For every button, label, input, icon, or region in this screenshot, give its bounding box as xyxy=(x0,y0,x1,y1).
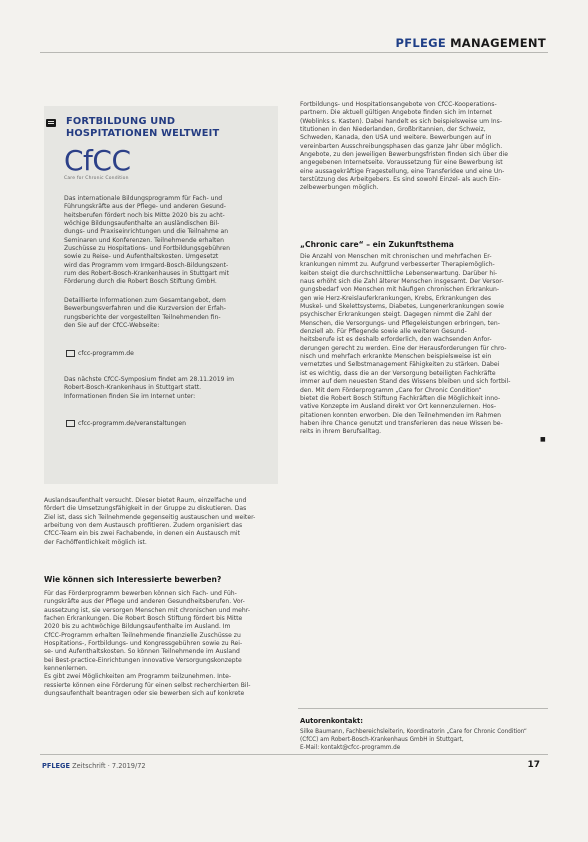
text-line: keiten steigt die durchschnittliche Lebenserwartung. Darüber hi- xyxy=(300,269,498,277)
text-line: den Sie auf der CfCC-Webseite: xyxy=(64,322,160,330)
text-line: Silke Baumann, Fachbereichsleiterin, Koordinatorin „Care for Chronic Condition“ xyxy=(300,729,527,735)
text-line: nisch und mehrfach erkrankte Menschen beispielsweise ist ein xyxy=(300,353,492,361)
text-line: angegebenen Internetseite. Voraussetzung für eine Bewerbung ist xyxy=(300,159,503,167)
text-line: 2020 bis zu achtwöchige Bildungsaufenthalte im Ausland. Im xyxy=(44,623,231,631)
footer-publication xyxy=(42,762,146,770)
text-line: partnern. Die aktuell gültigen Angebote finden sich im Internet xyxy=(300,109,493,117)
monitor-icon xyxy=(66,350,75,357)
text-line: (Weblinks s. Kasten). Dabei handelt es sich beispielsweise um Ins- xyxy=(300,117,503,125)
header-rule xyxy=(40,52,548,53)
text-line: krankungen nimmt zu. Aufgrund verbesserter Therapiemöglich- xyxy=(300,261,495,269)
text-line: (CfCC) am Robert-Bosch-Krankenhaus GmbH in Stuttgart, xyxy=(300,736,464,743)
text-line: fachen Erkrankungen. Die Robert Bosch Stiftung fördert bis Mitte xyxy=(44,615,243,623)
text-line: gungsbedarf von Menschen mit häufigen chronischen Erkrankun- xyxy=(300,286,500,294)
subheading-chronic-care: „Chronic care“ – ein Zukunftsthema xyxy=(300,240,454,249)
text-line: vative Konzepte im Ausland direkt vor Ort kennenzulernen. Hos- xyxy=(300,403,497,411)
text-line: gen wie Herz-Kreislauferkrankungen, Krebs, Erkrankungen des xyxy=(300,294,492,302)
info-box-paragraph xyxy=(64,297,276,330)
info-box-paragraph xyxy=(64,376,276,401)
cfcc-logo-mark: CfCC xyxy=(64,144,131,177)
text-line: bei Best-practice-Einrichtungen innovative Versorgungskonzepte xyxy=(44,656,242,664)
text-line: psychischer Erkrankungen steigt. Dagegen nimmt die Zahl der xyxy=(300,311,492,319)
left-column-text xyxy=(44,497,276,547)
text-line: naus erhöht sich die Zahl älterer Menschen insgesamt. Der Versor- xyxy=(300,278,504,286)
footer-brand: PFLEGE xyxy=(42,762,70,770)
text-line: zelbewerbungen möglich. xyxy=(300,184,379,192)
text-line: heitsberufe ist es deshalb erforderlich, den wachsenden Anfor- xyxy=(300,336,492,344)
info-box-paragraph xyxy=(64,195,276,287)
footer-rule xyxy=(40,754,548,755)
text-line: wird das Programm vom Irmgard-Bosch-Bildungszent- xyxy=(64,261,229,269)
text-line: Seminaren und Konferenzen. Teilnehmende erhalten xyxy=(64,236,224,244)
text-line: eine aussagekräftige Fragestellung, eine Transferidee und eine Un- xyxy=(300,167,505,175)
info-box-title-line2: HOSPITATIONEN WELTWEIT xyxy=(66,128,220,139)
text-line: immer auf dem neuesten Stand des Wissens bleiben und sich fortbil- xyxy=(300,378,511,386)
text-line: Muskel- und Skelettsystems, Diabetes, Lungenerkrankungen sowie xyxy=(300,303,505,311)
article-end-mark: ■ xyxy=(540,436,546,443)
cfcc-website-link[interactable] xyxy=(66,350,134,357)
text-line: Ziel ist, dass sich Teilnehmende gegenseitig austauschen und weiter- xyxy=(44,513,256,521)
section-header-rest: MANAGEMENT xyxy=(450,36,546,50)
text-line: dungs- und Praxiseinrichtungen und die Teilnahme an xyxy=(64,228,229,236)
text-line: aussetzung ist, sie versorgen Menschen mit chronischen und mehr- xyxy=(44,606,251,614)
text-line: Es gibt zwei Möglichkeiten am Programm teilzunehmen. Inte- xyxy=(44,673,232,681)
link-text[interactable]: cfcc-programm.de xyxy=(78,350,134,357)
speech-bubble-icon xyxy=(46,119,56,127)
text-line: Für das Förderprogramm bewerben können sich Fach- und Füh- xyxy=(44,590,237,597)
text-line: reits in ihrem Berufsalltag. xyxy=(300,428,382,436)
text-line: Das internationale Bildungsprogramm für Fach- und xyxy=(64,195,223,202)
text-line: Zuschüsse zu Hospitations- und Fortbildungsgebühren xyxy=(64,245,230,253)
page-number: 17 xyxy=(527,760,540,770)
text-line: se- und Aufenthaltskosten. So können Teilnehmende im Ausland xyxy=(44,648,240,656)
text-line: Fortbildungs- und Hospitationsangebote von CfCC-Kooperations- xyxy=(300,101,497,108)
author-email[interactable]: E-Mail: kontakt@cfcc-programm.de xyxy=(300,744,401,751)
text-line: Förderung durch die Robert Bosch Stiftung GmbH. xyxy=(64,278,217,286)
text-line: rungskräfte aus der Pflege und anderen Gesundheitsberufen. Vor- xyxy=(44,598,245,606)
cfcc-logo xyxy=(64,144,131,181)
text-line: Informationen finden Sie im Internet unter: xyxy=(64,392,196,400)
cfcc-logo-subtitle: Care for Chronic Condition xyxy=(64,176,129,181)
text-line: pitationen konnten erworben. Die den Teilnehmenden im Rahmen xyxy=(300,411,501,419)
author-rule xyxy=(298,708,548,709)
subheading-how-to-apply: Wie können sich Interessierte bewerben? xyxy=(44,575,222,584)
text-line: Führungskräfte aus der Pflege- und anderen Gesund- xyxy=(64,203,226,211)
right-column-text xyxy=(300,101,546,193)
text-line: den. Mit dem Förderprogramm „Care for Chronic Condition“ xyxy=(300,386,482,394)
text-line: vereinbarten Ausschreibungsphasen das ganze Jahr über möglich. xyxy=(300,142,503,150)
text-line: Bewerbungsverfahren und die Kurzversion der Erfah- xyxy=(64,305,226,313)
text-line: Das nächste CfCC-Symposium findet am 28.11.2019 im xyxy=(64,376,235,383)
right-column-text xyxy=(300,253,546,437)
link-text[interactable]: cfcc-programm.de/veranstaltungen xyxy=(78,420,186,427)
text-line: denziell ab. Für Pflegende sowie alle weiteren Gesund- xyxy=(300,328,467,336)
info-box-title-line1: FORTBILDUNG UND xyxy=(66,116,176,127)
left-column-text xyxy=(44,590,276,698)
text-line: titutionen in den Niederlanden, Großbritannien, der Schweiz, xyxy=(300,126,486,134)
text-line: rum des Robert-Bosch-Krankenhauses in Stuttgart mit xyxy=(64,270,230,278)
info-box-title xyxy=(66,116,276,140)
text-line: bietet die Robert Bosch Stiftung Fachkräften die Möglichkeit inno- xyxy=(300,394,501,402)
text-line: Robert-Bosch-Krankenhaus in Stuttgart statt. xyxy=(64,384,202,392)
text-line: ressierte können eine Förderung für einen selbst recherchierten Bil- xyxy=(44,681,251,689)
text-line: derungen gerecht zu werden. Eine der Herausforderungen für chro- xyxy=(300,344,507,352)
text-line: Hospitations-, Fortbildungs- und Kongressgebühren sowie zu Rei- xyxy=(44,640,243,648)
section-header-accent: PFLEGE xyxy=(395,36,447,50)
text-line: vernetztes und Selbstmanagement Fähigkeiten zu stärken. Dabei xyxy=(300,361,500,369)
text-line: fördert die Umsetzungsfähigkeit in der Gruppe zu diskutieren. Das xyxy=(44,505,247,513)
footer-issue: Zeitschrift · 7.2019/72 xyxy=(72,762,146,770)
text-line: CfCC-Team ein bis zwei Fachabende, in denen ein Austausch mit xyxy=(44,530,240,538)
text-line: rungsberichte der vorgestellten Teilnehmenden fin- xyxy=(64,313,221,321)
text-line: der Fachöffentlichkeit möglich ist. xyxy=(44,538,147,546)
text-line: haben ihre Chance genutzt und transferieren das neue Wissen be- xyxy=(300,419,503,427)
text-line: Auslandsaufenthalt versucht. Dieser bietet Raum, einzelfache und xyxy=(44,497,247,504)
text-line: Angebote, zu den jeweiligen Bewerbungsfristen finden sich über die xyxy=(300,151,508,159)
text-line: sowie zu Reise- und Aufenthaltskosten. Umgesetzt xyxy=(64,253,219,261)
text-line: heitsberufen fördert noch bis Mitte 2020 bis zu acht- xyxy=(64,211,225,219)
author-contact-text xyxy=(300,729,548,752)
text-line: Detaillierte Informationen zum Gesamtangebot, dem xyxy=(64,297,226,304)
text-line: Schweden, Kanada, den USA und weitere. Bewerbungen auf in xyxy=(300,134,492,142)
text-line: ist es wichtig, dass die an der Versorgung beteiligten Fachkräfte xyxy=(300,369,496,377)
text-line: kennenlernen. xyxy=(44,665,88,673)
text-line: Die Anzahl von Menschen mit chronischen und mehrfachen Er- xyxy=(300,253,492,260)
text-line: Menschen, die Versorgungs- und Pflegeleistungen erbringen, ten- xyxy=(300,319,500,327)
text-line: dungsaufenthalt beantragen oder sie bewerben sich auf konkrete xyxy=(44,690,245,698)
text-line: wöchige Bildungsaufenthalte an ausländischen Bil- xyxy=(64,220,220,228)
text-line: terstützung des Arbeitgebers. Es sind sowohl Einzel- als auch Ein- xyxy=(300,176,501,184)
text-line: CfCC-Programm erhalten Teilnehmende finanzielle Zuschüsse zu xyxy=(44,631,241,639)
monitor-icon xyxy=(66,420,75,427)
events-link[interactable] xyxy=(66,420,186,427)
text-line: arbeitung von dem Austausch profitieren. Zudem organisiert das xyxy=(44,522,243,530)
author-contact-label: Autorenkontakt: xyxy=(300,717,363,725)
section-header xyxy=(395,36,546,50)
